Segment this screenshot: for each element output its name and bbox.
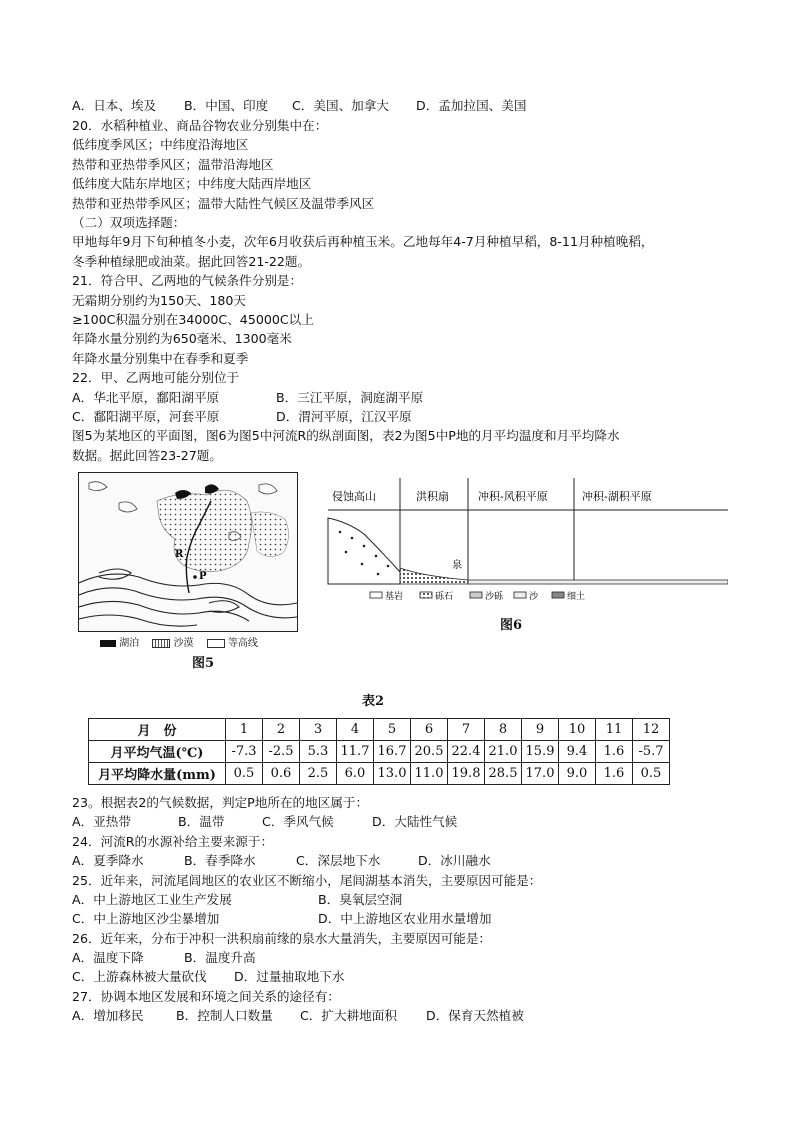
table-cell: 9.0 xyxy=(559,763,596,785)
month-cell: 6 xyxy=(411,719,448,741)
desert-area xyxy=(157,490,252,571)
q24-option-b: B．春季降水 xyxy=(184,853,256,868)
month-cell: 12 xyxy=(633,719,670,741)
q25-options-row1 xyxy=(72,890,402,910)
passage-line-2: 冬季种植绿肥或油菜。据此回答21-22题。 xyxy=(72,254,311,269)
q19-option-b: B．中国、印度 xyxy=(184,98,269,113)
row-label-temperature: 月平均气温(℃) xyxy=(89,741,226,763)
q27-stem: 27．协调本地区发展和环境之间关系的途径有： xyxy=(72,989,340,1004)
zone-label-3: 冲积-风积平原 xyxy=(478,490,548,503)
q22-options-row2 xyxy=(72,407,412,427)
river-label: R xyxy=(175,549,184,560)
q24-options xyxy=(72,851,491,871)
legend-contour: 等高线 xyxy=(227,638,258,649)
legend-lake: 湖泊 xyxy=(119,638,140,649)
header-cell-month: 月 份 xyxy=(89,719,226,741)
q20-option-c: 低纬度大陆东岸地区；中纬度大陆西岸地区 xyxy=(72,176,312,191)
q26-option-a: A．温度下降 xyxy=(72,950,144,965)
zone-label-2: 洪积扇 xyxy=(416,490,449,503)
table-cell: 16.7 xyxy=(374,741,411,763)
month-cell: 1 xyxy=(226,719,263,741)
table-cell: 28.5 xyxy=(485,763,522,785)
q25-option-b: B．臭氧层空洞 xyxy=(318,892,403,907)
table-cell: 6.0 xyxy=(337,763,374,785)
table-2-caption: 表2 xyxy=(362,694,385,709)
table-cell: 1.6 xyxy=(596,763,633,785)
q23-option-a: A．亚热带 xyxy=(72,814,131,829)
q22-stem: 22．甲、乙两地可能分别位于 xyxy=(72,370,240,385)
table-cell: 20.5 xyxy=(411,741,448,763)
month-cell: 2 xyxy=(263,719,300,741)
legend-sandy-gravel: 沙砾 xyxy=(485,592,504,602)
spring-label: 泉 xyxy=(452,560,462,571)
table-cell: 5.3 xyxy=(300,741,337,763)
legend-bedrock: 基岩 xyxy=(385,592,404,602)
q27-option-b: B．控制人口数量 xyxy=(176,1008,273,1023)
figure-6-profile xyxy=(318,472,728,612)
desert-area-east xyxy=(251,512,289,557)
q26-stem: 26．近年来，分布于冲积一洪积扇前缘的泉水大量消失，主要原因可能是： xyxy=(72,931,492,946)
month-cell: 9 xyxy=(522,719,559,741)
q27-options xyxy=(72,1006,524,1026)
q23-options xyxy=(72,812,457,832)
zone-label-1: 侵蚀高山 xyxy=(332,490,376,503)
table-cell: 11.0 xyxy=(411,763,448,785)
q24-stem: 24．河流R的水源补给主要来源于： xyxy=(72,834,274,849)
q23-option-d: D．大陆性气候 xyxy=(372,814,458,829)
lake-legend-swatch xyxy=(100,640,116,647)
intro-line-1: 图5为某地区的平面图，图6为图5中河流R的纵剖面图，表2为图5中P地的月平均温度和月平均降水 xyxy=(72,428,620,443)
figure-5-legend xyxy=(100,634,258,649)
table-cell: 11.7 xyxy=(337,741,374,763)
q20-option-d: 热带和亚热带季风区；温带大陆性气候区及温带季风区 xyxy=(72,196,375,211)
bedrock-mountain xyxy=(328,518,400,584)
month-cell: 8 xyxy=(485,719,522,741)
table-cell: 0.6 xyxy=(263,763,300,785)
plain-sand xyxy=(468,580,728,584)
month-cell: 11 xyxy=(596,719,633,741)
q24-option-c: C．深层地下水 xyxy=(296,853,381,868)
month-cell: 10 xyxy=(559,719,596,741)
table-cell: 15.9 xyxy=(522,741,559,763)
q25-option-d: D．中上游地区农业用水量增加 xyxy=(318,911,492,926)
q27-option-c: C．扩大耕地面积 xyxy=(300,1008,397,1023)
table-row-temperature xyxy=(89,741,670,763)
figure-5-map xyxy=(78,472,298,632)
q22-option-c: C．鄱阳湖平原，河套平原 xyxy=(72,409,220,424)
legend-sand: 沙 xyxy=(529,592,539,602)
q20-option-a: 低纬度季风区；中纬度沿海地区 xyxy=(72,137,249,152)
figure-6-caption: 图6 xyxy=(500,618,523,633)
month-cell: 5 xyxy=(374,719,411,741)
contour-legend-swatch xyxy=(207,639,225,648)
desert-legend-swatch xyxy=(152,639,170,648)
q25-options-row2 xyxy=(72,909,491,929)
q19-options xyxy=(72,96,526,116)
month-cell: 3 xyxy=(300,719,337,741)
legend-desert: 沙漠 xyxy=(173,638,194,649)
intro-line-2: 数据。据此回答23-27题。 xyxy=(72,448,222,463)
q21-option-d: 年降水量分别集中在春季和夏季 xyxy=(72,351,249,366)
table-cell: 2.5 xyxy=(300,763,337,785)
table-cell: 21.0 xyxy=(485,741,522,763)
q26-options-row1 xyxy=(72,948,256,968)
q20-option-b: 热带和亚热带季风区；温带沿海地区 xyxy=(72,157,274,172)
table-cell: 17.0 xyxy=(522,763,559,785)
q26-options-row2 xyxy=(72,967,344,987)
q25-option-a: A．中上游地区工业生产发展 xyxy=(72,892,232,907)
q23-option-c: C．季风气候 xyxy=(262,814,334,829)
figure-5-caption: 图5 xyxy=(192,656,215,671)
row-label-precipitation: 月平均降水量(mm) xyxy=(89,763,226,785)
zone-label-4: 冲积-湖积平原 xyxy=(582,490,652,503)
contour-lines xyxy=(79,569,297,626)
table-cell: -2.5 xyxy=(263,741,300,763)
legend-gravel: 砾石 xyxy=(435,592,454,602)
q21-option-b: ≥100C积温分别在34000C、45000C以上 xyxy=(72,312,314,327)
table-cell: 1.6 xyxy=(596,741,633,763)
q27-option-a: A．增加移民 xyxy=(72,1008,144,1023)
table-cell: 22.4 xyxy=(448,741,485,763)
q27-option-d: D．保育天然植被 xyxy=(426,1008,524,1023)
q21-option-c: 年降水量分别约为650毫米、1300毫米 xyxy=(72,331,292,346)
section-heading: （二）双项选择题： xyxy=(72,215,186,230)
q26-option-c: C．上游森林被大量砍伐 xyxy=(72,969,207,984)
table-cell: 0.5 xyxy=(226,763,263,785)
q23-stem: 23。根据表2的气候数据，判定P地所在的地区属于： xyxy=(72,795,369,810)
table-2 xyxy=(88,718,670,785)
month-cell: 7 xyxy=(448,719,485,741)
q22-option-a: A．华北平原，鄱阳湖平原 xyxy=(72,390,220,405)
q22-option-b: B．三江平原，洞庭湖平原 xyxy=(276,390,424,405)
q21-stem: 21．符合甲、乙两地的气候条件分别是： xyxy=(72,273,303,288)
q26-option-d: D．过量抽取地下水 xyxy=(234,969,345,984)
table-row-precipitation xyxy=(89,763,670,785)
q24-option-d: D．冰川融水 xyxy=(418,853,491,868)
legend-fine-soil: 细土 xyxy=(567,592,586,602)
q19-option-a: A．日本、埃及 xyxy=(72,98,157,113)
q19-option-c: C．美国、加拿大 xyxy=(292,98,389,113)
table-header-row xyxy=(89,719,670,741)
q24-option-a: A．夏季降水 xyxy=(72,853,144,868)
q26-option-b: B．温度升高 xyxy=(184,950,256,965)
map-graphic xyxy=(79,473,297,631)
table-cell: 0.5 xyxy=(633,763,670,785)
q25-stem: 25．近年来，河流尾闾地区的农业区不断缩小，尾闾湖基本消失，主要原因可能是： xyxy=(72,873,542,888)
q21-option-a: 无霜期分别约为150天、180天 xyxy=(72,293,247,308)
point-p-label: P xyxy=(199,571,207,582)
q23-option-b: B．温带 xyxy=(178,814,225,829)
table-cell: 13.0 xyxy=(374,763,411,785)
table-cell: 19.8 xyxy=(448,763,485,785)
q25-option-c: C．中上游地区沙尘暴增加 xyxy=(72,911,220,926)
month-cell: 4 xyxy=(337,719,374,741)
q20-stem: 20．水稻种植业、商品谷物农业分别集中在： xyxy=(72,118,328,133)
profile-graphic xyxy=(318,472,728,612)
table-cell: -7.3 xyxy=(226,741,263,763)
passage-line-1: 甲地每年9月下旬种植冬小麦，次年6月收获后再种植玉米。乙地每年4-7月种植早稻，8-11月种植晚稻， xyxy=(72,234,654,249)
table-cell: -5.7 xyxy=(633,741,670,763)
q22-option-d: D．渭河平原，江汉平原 xyxy=(276,409,412,424)
q22-options-row1 xyxy=(72,388,423,408)
table-cell: 9.4 xyxy=(559,741,596,763)
q19-option-d: D．孟加拉国、美国 xyxy=(416,98,527,113)
